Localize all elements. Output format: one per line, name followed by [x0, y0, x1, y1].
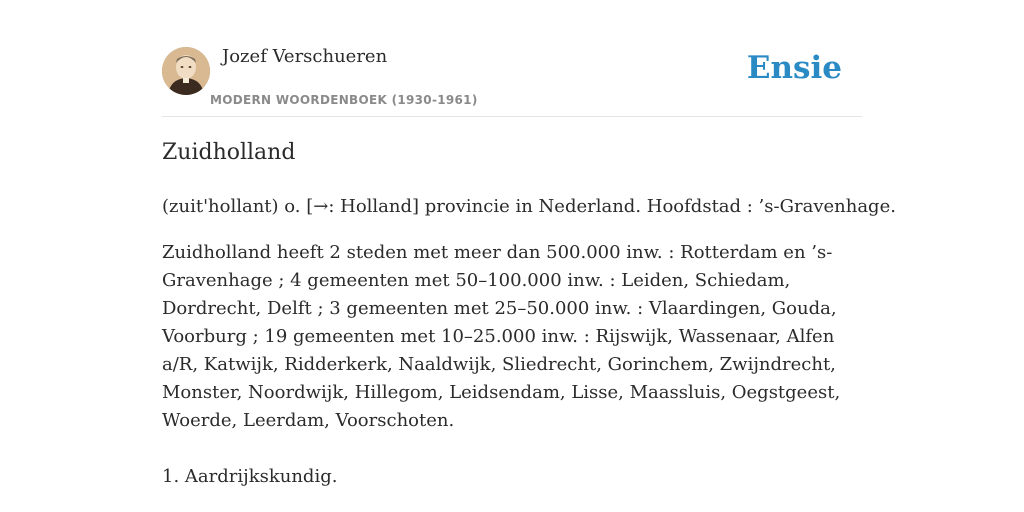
entry-definition: (zuit'hollant) o. [→: Holland] provincie in Nederland. Hoofdstad : ’s-Gravenhage.: [162, 196, 896, 217]
author-name[interactable]: Jozef Verschueren: [222, 46, 388, 67]
source-label[interactable]: MODERN WOORDENBOEK (1930-1961): [210, 93, 478, 107]
page-title: Zuidholland: [162, 140, 296, 165]
numbered-item: 1. Aardrijkskundig.: [162, 466, 338, 487]
entry-body: Zuidholland heeft 2 steden met meer dan 500.000 inw. : Rotterdam en ’s-Gravenhage ; 4 gemeenten met 50–100.000 inw. : Leiden, Schiedam, Dordrecht, Delft ; 3 gemeenten met 25–50.000 inw. : Vlaardingen, Gouda, Voorburg ; 19 gemeenten met 10–25.000 inw. : Rijswijk, Wassenaar, Alfen a/R, Katwijk, Ridderkerk, Naaldwijk, Sliedrecht, Gorinchem, Zwijndrecht, Monster, Noordwijk, Hillegom, Leidsendam, Lisse, Maassluis, Oegstgeest, Woerde, Leerdam, Voorschoten.: [162, 242, 841, 431]
portrait-photo-icon: [162, 47, 210, 95]
brand-logo[interactable]: Ensie: [746, 50, 842, 86]
entry-header: [162, 0, 862, 117]
page-content: [162, 0, 896, 487]
author-avatar[interactable]: [162, 47, 210, 95]
